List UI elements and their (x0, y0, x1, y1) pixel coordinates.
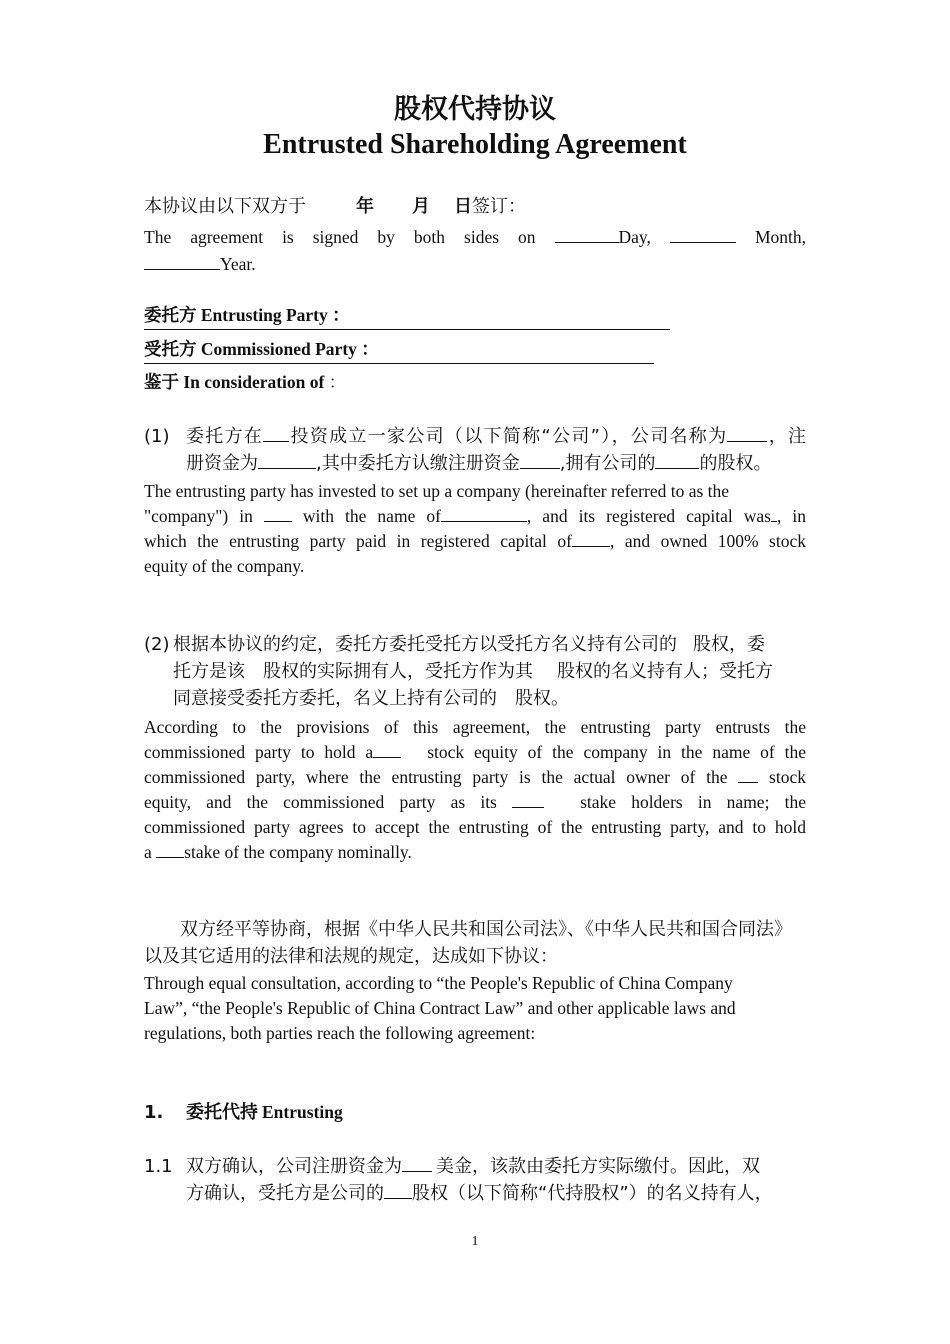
recital1-cn-d: 册资金为 (186, 453, 258, 474)
signing-en-day: Day, (618, 227, 651, 247)
recital2-en (144, 715, 806, 865)
recital2-cn-3a: 同意接受委托方委托，名义上持有公司的 (173, 688, 497, 709)
recital2-en-2a: commissioned party to hold a (144, 742, 374, 762)
signing-suffix: 签订： (472, 196, 526, 217)
signing-day-label: 日 (454, 196, 472, 217)
recital2-cn-2a: 托方是该 (173, 661, 245, 682)
recital2-en-3b: stock (769, 767, 806, 787)
signing-en-year: Year. (220, 254, 256, 274)
recital1-en-3b: , and owned 100% stock (609, 531, 806, 551)
blank-en-stake-d[interactable] (156, 842, 184, 858)
recital1-cn-c: ，注 (767, 426, 807, 447)
entrusting-party-row (144, 302, 350, 327)
signing-date-cn (144, 193, 806, 220)
recital2-cn-1b: 股权，委 (693, 634, 765, 655)
clause1-1-text (186, 1153, 806, 1207)
preamble-en-line3: regulations, both parties reach the following agreement: (144, 1023, 536, 1043)
blank-month[interactable] (670, 227, 736, 243)
entrusting-party-line[interactable] (144, 329, 670, 330)
section1-heading-en: Entrusting (262, 1102, 343, 1122)
consideration-row (144, 369, 346, 397)
commissioned-party-line[interactable] (144, 363, 654, 364)
consideration-colon: ： (328, 373, 346, 393)
recital2-en-4a: equity, and the commissioned party as its (144, 792, 497, 812)
recital2-cn-1a: 根据本协议的约定，委托方委托受托方以受托方名义持有公司的 (173, 634, 677, 655)
blank-company-name[interactable] (727, 426, 767, 442)
recital2-en-line1: According to the provisions of this agreement, the entrusting party entrusts the (144, 717, 806, 737)
section1-heading (186, 1099, 806, 1126)
signing-date-en (144, 225, 806, 250)
blank-day[interactable] (555, 227, 619, 243)
recital2-en-3a: commissioned party, where the entrusting party is the actual owner of the (144, 767, 728, 787)
recital1-en (144, 479, 806, 579)
commissioned-colon: ： (361, 339, 379, 359)
commissioned-party-cn: 受托方 (144, 340, 197, 360)
recital2-cn-line2 (173, 658, 806, 685)
entrusting-party-en: Entrusting Party (200, 305, 328, 325)
section1-number: 1. (144, 1102, 164, 1123)
recital2-en-6b: stake of the company nominally. (184, 842, 412, 862)
recital2-cn-2c: 股权的名义持有人；受托方 (557, 661, 773, 682)
blank-stake-percent[interactable] (655, 453, 699, 469)
entrusting-party-cn: 委托方 (144, 306, 197, 326)
clause1-1-number: 1.1 (144, 1156, 173, 1177)
recital1-number: (1) (144, 426, 170, 447)
recital2-en-4b: stake holders in name; the (580, 792, 806, 812)
preamble-cn-line1: 双方经平等协商，根据《中华人民共和国公司法》、《中华人民共和国合同法》 (180, 919, 792, 940)
recital2-cn-line1 (173, 631, 806, 658)
preamble-en-line2: Law”, “the People's Republic of China Contract Law” and other applicable laws and (144, 998, 736, 1018)
blank-en-stake-a[interactable] (373, 742, 401, 758)
recital1-en-3a: which the entrusting party paid in registered capital of (144, 531, 572, 551)
blank-held-stake[interactable] (384, 1183, 412, 1199)
recital1-cn-b: 投资成立一家公司（以下简称“公司”），公司名称为 (289, 426, 728, 447)
entrusting-colon: ： (332, 305, 350, 325)
title-english: Entrusted Shareholding Agreement (263, 129, 687, 160)
recital2-en-6a: a (144, 842, 152, 862)
clause1-1-2b: 股权（以下简称“代持股权”）的名义持有人， (412, 1183, 773, 1204)
recital2-en-2b: stock equity of the company in the name of the (427, 742, 806, 762)
signing-date-en-line2 (144, 252, 806, 277)
recital1-en-2c: , and its registered capital was (526, 506, 771, 526)
clause1-1-1b: 美金，该款由委托方实际缴付。因此，双 (436, 1156, 760, 1177)
preamble-en (144, 971, 806, 1046)
recital1-en-2d: , in (777, 506, 806, 526)
preamble-en-line1: Through equal consultation, according to “the People's Republic of China Company (144, 973, 733, 993)
signing-en-text: The agreement is signed by both sides on (144, 227, 536, 247)
page-number: 1 (471, 1234, 479, 1249)
section1-heading-cn: 委托代持 (186, 1102, 258, 1123)
recital1-cn-g: 的股权。 (699, 453, 772, 474)
blank-en-location[interactable] (264, 506, 292, 522)
blank-registered-capital[interactable] (258, 453, 316, 469)
recital1-en-line1: The entrusting party has invested to set up a company (hereinafter referred to as the (144, 481, 730, 501)
preamble-cn-line2: 以及其它适用的法律和法规的规定，达成如下协议： (144, 946, 558, 967)
recital2-cn-3b: 股权。 (515, 688, 569, 709)
blank-en-company-name[interactable] (441, 506, 527, 522)
recital2-cn-2b: 股权的实际拥有人，受托方作为其 (263, 661, 533, 682)
blank-en-stake-c[interactable] (512, 792, 544, 808)
commissioned-party-row (144, 336, 379, 361)
blank-location[interactable] (263, 426, 289, 442)
signing-month-label: 月 (412, 196, 430, 217)
clause1-1-2a: 方确认，受托方是公司的 (186, 1183, 384, 1204)
recital1-cn-f: ,拥有公司的 (559, 453, 656, 474)
commissioned-party-en: Commissioned Party (200, 339, 357, 359)
recital2-cn-line3 (173, 685, 806, 712)
blank-year[interactable] (144, 254, 220, 270)
consideration-en: In consideration of (183, 372, 325, 392)
recital2-en-line5: commissioned party agrees to accept the entrusting of the entrusting party, and to hold (144, 817, 806, 837)
signing-year-label: 年 (356, 196, 374, 217)
signing-en-month: Month, (754, 227, 806, 247)
recital1-en-2a: "company") in (144, 506, 253, 526)
recital1-en-2b: with the name of (302, 506, 441, 526)
consideration-cn: 鉴于 (144, 373, 179, 393)
preamble-cn (144, 916, 806, 970)
recital1-cn-a: 委托方在 (186, 426, 264, 447)
blank-subscribed-capital[interactable] (520, 453, 560, 469)
blank-en-stake-b[interactable] (738, 767, 758, 783)
recital1-en-line4: equity of the company. (144, 556, 305, 576)
recital2-number: (2) (144, 634, 170, 655)
blank-usd-capital[interactable] (402, 1156, 432, 1172)
blank-en-paid-capital[interactable] (572, 531, 610, 547)
signing-prefix: 本协议由以下双方于 (144, 196, 306, 217)
title-chinese: 股权代持协议 (394, 94, 556, 125)
clause1-1-1a: 双方确认，公司注册资金为 (186, 1156, 402, 1177)
recital1-cn-e: ,其中委托方认缴注册资金 (316, 453, 520, 474)
recital1-cn (186, 423, 806, 477)
